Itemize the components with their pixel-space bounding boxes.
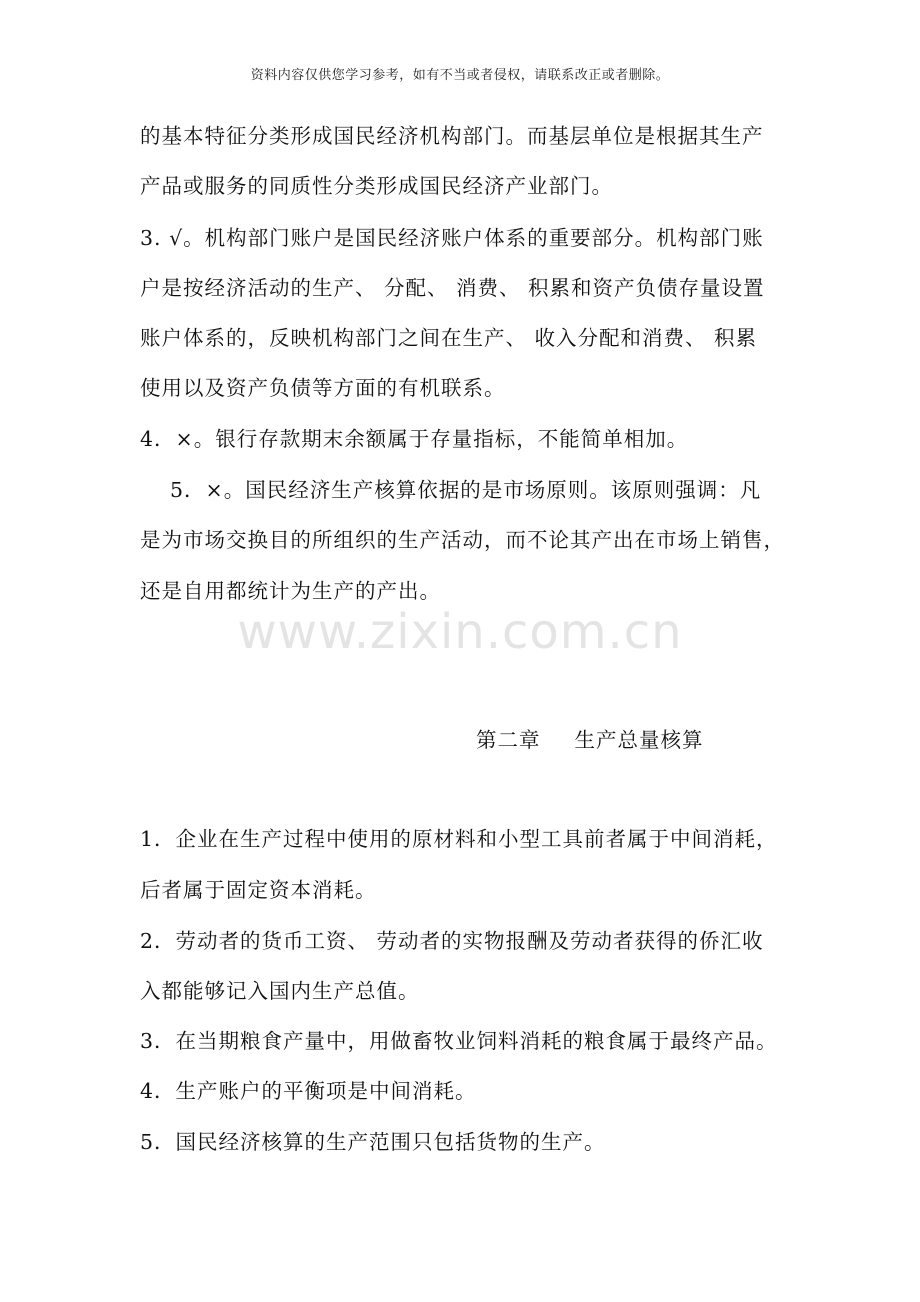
text-line: 入都能够记入国内生产总值。 [140,979,420,1003]
text-line: 的基本特征分类形成国民经济机构部门。而基层单位是根据其生产 [140,124,764,148]
text-line: 5．国民经济核算的生产范围只包括货物的生产。 [140,1130,606,1154]
text-line: 是为市场交换目的所组织的生产活动，而不论其产出在市场上销售， [140,528,785,552]
chapter-number: 第二章 [476,728,541,752]
watermark: www.zixin.com.cn [237,604,683,660]
text-line: 2．劳动者的货币工资、 劳动者的实物报酬及劳动者获得的侨汇收 [140,929,764,953]
text-line: 3．在当期粮食产量中，用做畜牧业饲料消耗的粮食属于最终产品。 [140,1029,778,1053]
chapter-title: 生产总量核算 [574,728,704,752]
header-disclaimer: 资料内容仅供您学习参考，如有不当或者侵权，请联系改正或者删除。 [250,68,670,83]
text-line: 账户体系的，反映机构部门之间在生产、 收入分配和消费、 积累 [140,326,758,350]
text-line: 5．×。国民经济生产核算依据的是市场原则。该原则强调：凡 [170,478,762,502]
text-line: 3. √。机构部门账户是国民经济账户体系的重要部分。机构部门账 [140,226,764,250]
text-line: 后者属于固定资本消耗。 [140,878,377,902]
text-line: 4．生产账户的平衡项是中间消耗。 [140,1079,477,1103]
text-line: 产品或服务的同质性分类形成国民经济产业部门。 [140,174,613,198]
text-line: 户是按经济活动的生产、 分配、 消费、 积累和资产负债存量设置 [140,276,765,300]
text-line: 还是自用都统计为生产的产出。 [140,579,441,603]
chapter-heading [476,727,704,753]
text-line: 使用以及资产负债等方面的有机联系。 [140,376,506,400]
text-line: 4．×。银行存款期末余额属于存量指标，不能简单相加。 [140,427,689,451]
text-line: 1．企业在生产过程中使用的原材料和小型工具前者属于中间消耗， [140,827,778,851]
